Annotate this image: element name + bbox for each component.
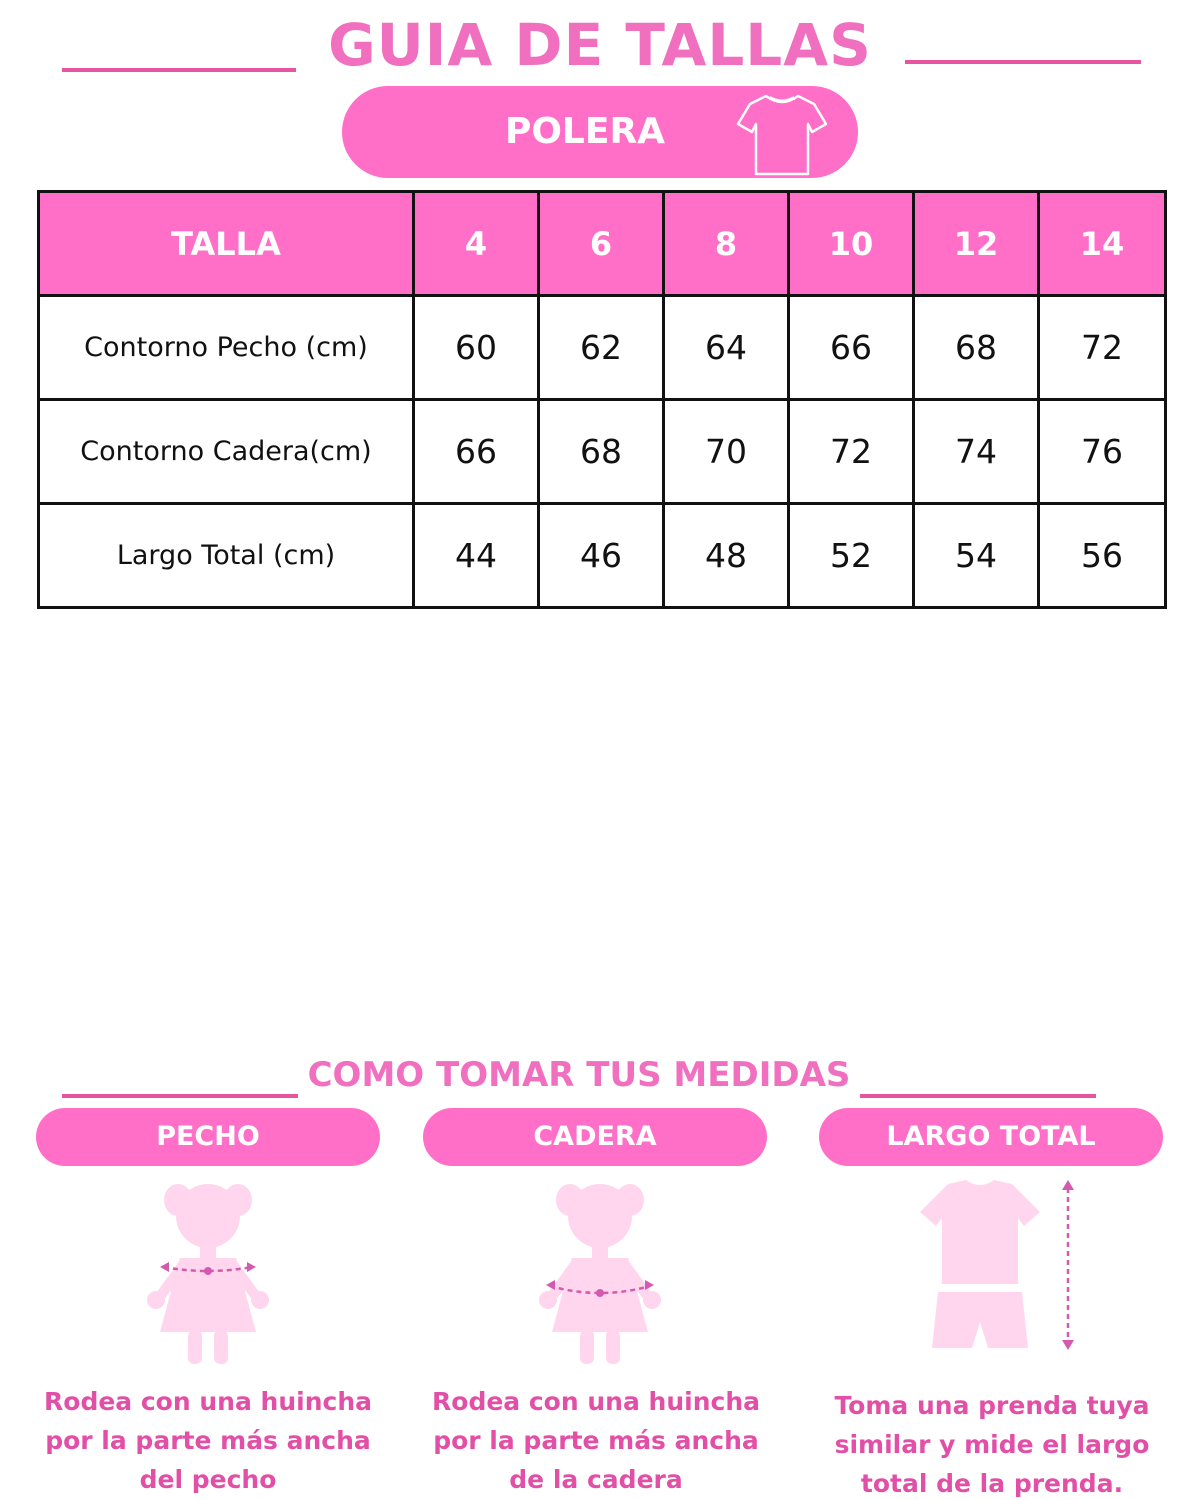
step-label-largo-total: LARGO TOTAL xyxy=(819,1108,1163,1166)
step-text-line: Toma una prenda tuya xyxy=(834,1391,1150,1420)
table-cell: 56 xyxy=(1039,504,1166,608)
header-cell-size: 8 xyxy=(664,192,789,296)
title-line-right xyxy=(905,60,1141,64)
row-label: Contorno Pecho (cm) xyxy=(39,296,414,400)
step-label-pecho: PECHO xyxy=(36,1108,380,1166)
step-text-line: por la parte más ancha xyxy=(433,1426,759,1455)
header-cell-size: 6 xyxy=(539,192,664,296)
step-text-line: por la parte más ancha xyxy=(45,1426,371,1455)
table-cell: 60 xyxy=(414,296,539,400)
girl-chest-measure-icon xyxy=(138,1174,278,1366)
table-cell: 64 xyxy=(664,296,789,400)
page-title: GUIA DE TALLAS xyxy=(328,11,872,79)
table-cell: 66 xyxy=(414,400,539,504)
product-badge xyxy=(342,86,858,178)
table-row xyxy=(39,296,1166,400)
table-cell: 46 xyxy=(539,504,664,608)
tshirt-icon xyxy=(734,90,830,178)
table-cell: 70 xyxy=(664,400,789,504)
table-cell: 72 xyxy=(789,400,914,504)
section-title: COMO TOMAR TUS MEDIDAS xyxy=(307,1055,851,1095)
step-text-line: similar y mide el largo xyxy=(834,1430,1150,1459)
table-row xyxy=(39,504,1166,608)
table-cell: 54 xyxy=(914,504,1039,608)
table-cell: 68 xyxy=(914,296,1039,400)
step-label-cadera: CADERA xyxy=(423,1108,767,1166)
header-cell-size: 14 xyxy=(1039,192,1166,296)
table-cell: 52 xyxy=(789,504,914,608)
step-text-line: del pecho xyxy=(139,1465,277,1494)
table-cell: 74 xyxy=(914,400,1039,504)
garment-length-measure-icon xyxy=(906,1176,1086,1356)
header-cell-size: 4 xyxy=(414,192,539,296)
table-cell: 48 xyxy=(664,504,789,608)
step-text-largo-total xyxy=(800,1386,1184,1500)
header-cell-size: 10 xyxy=(789,192,914,296)
girl-hip-measure-icon xyxy=(530,1174,670,1366)
product-label: POLERA xyxy=(504,111,666,152)
step-text-line: Rodea con una huincha xyxy=(432,1387,760,1416)
step-text-line: de la cadera xyxy=(509,1465,683,1494)
table-cell: 66 xyxy=(789,296,914,400)
table-header-row xyxy=(39,192,1166,296)
section-line-right xyxy=(860,1094,1096,1098)
table-cell: 76 xyxy=(1039,400,1166,504)
size-table xyxy=(37,190,1167,609)
table-cell: 68 xyxy=(539,400,664,504)
table-cell: 72 xyxy=(1039,296,1166,400)
section-line-left xyxy=(62,1094,298,1098)
row-label: Largo Total (cm) xyxy=(39,504,414,608)
step-text-cadera xyxy=(408,1382,784,1499)
header-cell-size: 12 xyxy=(914,192,1039,296)
title-line-left xyxy=(62,68,296,72)
table-cell: 62 xyxy=(539,296,664,400)
step-text-pecho xyxy=(20,1382,396,1499)
table-row xyxy=(39,400,1166,504)
header-cell-talla: TALLA xyxy=(39,192,414,296)
step-text-line: total de la prenda. xyxy=(860,1469,1124,1498)
table-cell: 44 xyxy=(414,504,539,608)
row-label: Contorno Cadera(cm) xyxy=(39,400,414,504)
step-text-line: Rodea con una huincha xyxy=(44,1387,372,1416)
